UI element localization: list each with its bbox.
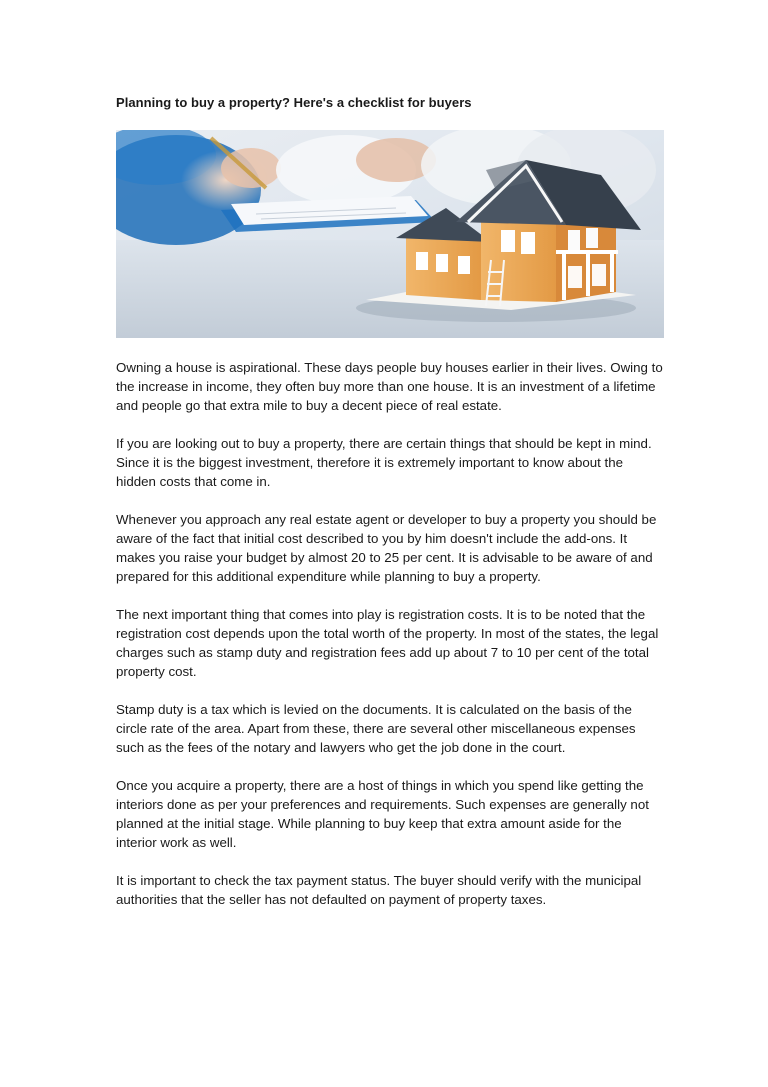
paragraph: It is important to check the tax payment status. The buyer should verify with the municipal authorities that the seller has not defaulted on payment of property taxes. <box>116 873 642 907</box>
paragraph: Owning a house is aspirational. These days people buy houses earlier in their lives. Owing to the increase in income, they often buy more than one house. It is an investment of a lifetime and people go that extra mile to buy a decent piece of real estate. <box>116 360 663 413</box>
paragraph: Stamp duty is a tax which is levied on the documents. It is calculated on the basis of the circle rate of the area. Apart from these, there are several other miscellaneous expenses such as the fees of the notary and lawyers who get the job done in the court. <box>116 702 636 755</box>
article-body <box>116 358 664 928</box>
document-title: Planning to buy a property? Here's a checklist for buyers <box>116 95 472 110</box>
paragraph: Whenever you approach any real estate agent or developer to buy a property you should be aware of the fact that initial cost described to you by him doesn't include the add-ons. It makes you raise your budget by almost 20 to 25 per cent. It is advisable to be aware of and prepared for this additional expenditure while planning to buy a property. <box>116 512 657 584</box>
paragraph: If you are looking out to buy a property, there are certain things that should be kept in mind. Since it is the biggest investment, therefore it is extremely important to know about the hidden costs that come in. <box>116 436 652 489</box>
paragraph: The next important thing that comes into play is registration costs. It is to be noted that the registration cost depends upon the total worth of the property. In most of the states, the legal charges such as stamp duty and registration fees add up about 7 to 10 per cent of the total property cost. <box>116 607 659 679</box>
paragraph: Once you acquire a property, there are a host of things in which you spend like getting the interiors done as per your preferences and requirements. Such expenses are generally not planned at the initial stage. While planning to buy keep that extra amount aside for the interior work as well. <box>116 778 649 850</box>
house-photo <box>116 130 664 338</box>
